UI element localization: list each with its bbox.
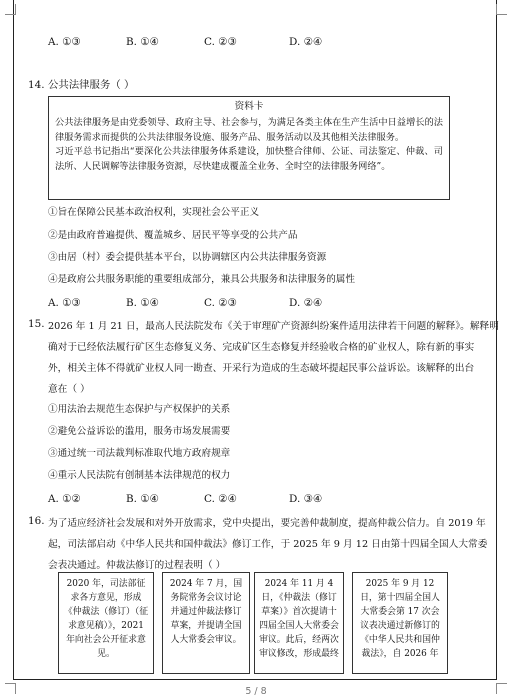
question-number: 16. — [28, 515, 45, 527]
timeline-step: 2024 年 7 月，国务院常务会议讨论并通过仲裁法修订草案，并提请全国人大常委会审议。 — [162, 572, 250, 674]
option-d[interactable]: D. ③④ — [289, 493, 323, 505]
option-d[interactable]: D. ②④ — [289, 297, 323, 309]
question-number: 15. — [28, 318, 45, 330]
statement-item: ②是由政府普遍提供、覆盖城乡、居民平等享受的公共产品 — [48, 230, 298, 241]
question-14 — [28, 77, 484, 93]
option-c[interactable]: C. ②③ — [204, 297, 237, 309]
material-card — [48, 96, 450, 200]
option-b[interactable]: B. ①④ — [126, 36, 159, 48]
timeline-step: 2020 年，司法部征求各方意见，形成《仲裁法（修订）（征求意见稿）》，2021 年向社会公开征求意见。 — [58, 572, 154, 674]
stem-line: 2026 年 1 月 21 日，最高人民法院发布《关于审理矿产资源纠纷案件适用法律若干问题的解释》。解释明 — [48, 321, 499, 332]
question-number: 14. — [28, 79, 45, 91]
stem-line: 为了适应经济社会发展和对外开放需求，党中央提出，要完善仲裁制度，提高仲裁公信力。自 2019 年 — [48, 518, 486, 529]
stem-line: 确对于已经依法履行矿区生态修复义务、完成矿区生态修复并经验收合格的矿业权人，除有新的事实 — [48, 342, 475, 353]
stem-line: 起，司法部启动《中华人民共和国仲裁法》修订工作，于 2025 年 9 月 12 日由第十四届全国人大常委 — [48, 539, 488, 550]
card-title: 资料卡 — [234, 101, 264, 112]
statement-item: ④重示人民法院有创制基本法律规范的权力 — [48, 470, 231, 481]
timeline-step: 2025 年 9 月 12 日，第十四届全国人大常委会第 17 次会议表决通过新修订的《中华人民共和国仲裁法》，自 2026 年 — [352, 572, 448, 674]
option-c[interactable]: C. ②④ — [204, 493, 237, 505]
crop-mark — [496, 4, 507, 15]
q14-options — [48, 295, 468, 311]
statement-item: ③通过统一司法裁判标准取代地方政府规章 — [48, 448, 231, 459]
option-b[interactable]: B. ①④ — [126, 297, 159, 309]
q15-options — [48, 491, 468, 507]
crop-mark — [5, 4, 16, 15]
question-stem — [48, 316, 499, 400]
option-a[interactable]: A. ①③ — [48, 297, 81, 309]
timeline-steps — [58, 572, 450, 680]
question-stem — [48, 513, 488, 576]
statement-item: ④是政府公共服务职能的重要组成部分，兼具公共服务和法律服务的属性 — [48, 274, 355, 285]
option-a[interactable]: A. ①② — [48, 493, 81, 505]
stem-line: 会表决通过。仲裁法修订的过程表明（ ） — [48, 560, 226, 571]
prev-options — [48, 34, 468, 50]
statement-item: ①用法治去规范生态保护与产权保护的关系 — [48, 404, 231, 415]
option-d[interactable]: D. ②④ — [289, 36, 323, 48]
statement-item: ①旨在保障公民基本政治权利，实现社会公平正义 — [48, 207, 260, 218]
page-number: 5 / 8 — [245, 686, 267, 697]
card-paragraph: 公共法律服务是由党委领导、政府主导、社会参与，为满足各类主体在生产生活中日益增长的法律服务需求而提供的公共法律服务设施、服务产品、服务活动以及其他相关法律服务。 — [55, 116, 443, 143]
question-stem: 公共法律服务（ ） — [48, 79, 135, 91]
option-c[interactable]: C. ②③ — [204, 36, 237, 48]
timeline-step: 2024 年 11 月 4 日，《仲裁法（修订草案）》首次提请十四届全国人大常委会审议。此后，经两次审议修改，形成最终 — [254, 572, 344, 674]
statement-item: ②避免公益诉讼的滥用，服务市场发展需要 — [48, 426, 231, 437]
stem-line: 外，相关主体不得就矿业权人同一勘查、开采行为造成的生态破坏提起民事公益诉讼。该解释的出台 — [48, 363, 475, 374]
option-b[interactable]: B. ①④ — [126, 493, 159, 505]
card-paragraph: 习近平总书记指出“要深化公共法律服务体系建设，加快整合律师、公证、司法鉴定、仲裁、司法所、人民调解等法律服务资源，尽快建成覆盖全业务、全时空的法律服务网络”。 — [55, 146, 443, 173]
option-a[interactable]: A. ①③ — [48, 36, 81, 48]
stem-line: 意在（ ） — [48, 384, 90, 395]
statement-item: ③由居（村）委会提供基本平台，以协调辖区内公共法律服务资源 — [48, 252, 327, 263]
